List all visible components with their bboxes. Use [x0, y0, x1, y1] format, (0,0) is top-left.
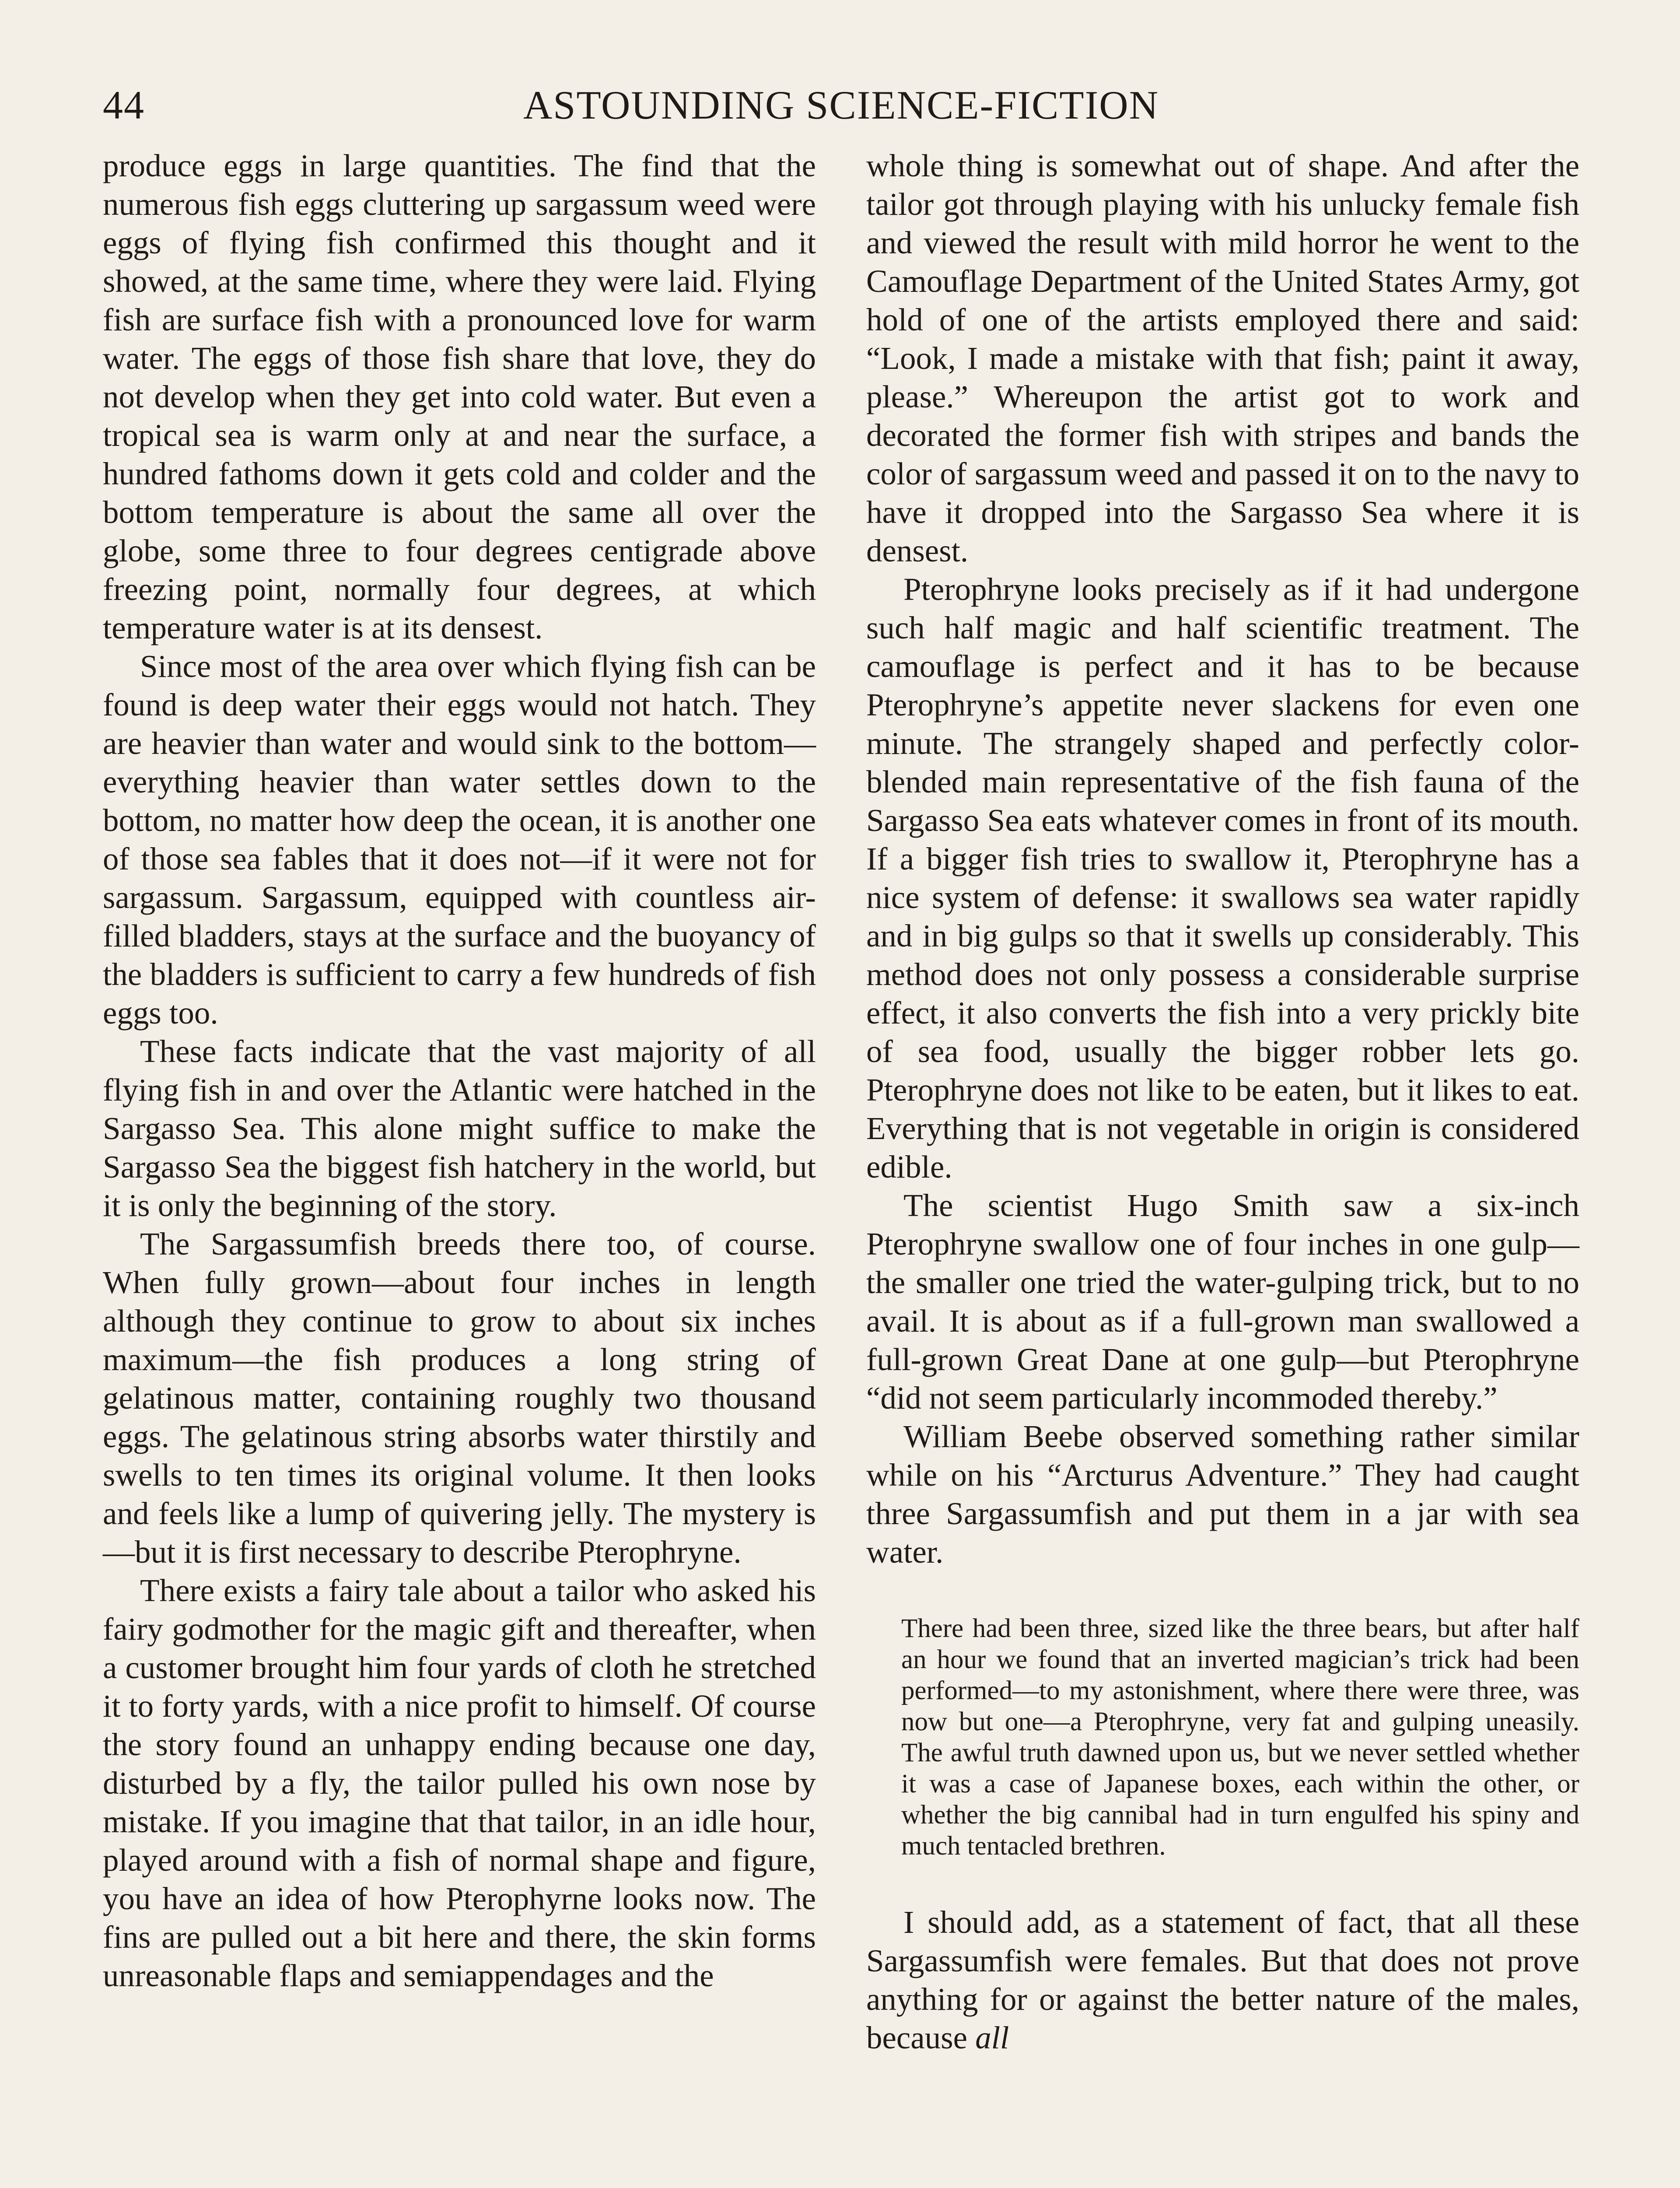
paragraph: produce eggs in large quantities. The find that the numerous fish eggs cluttering up sargassum weed were eggs of flying fish confirmed this thought and it showed, at the same time, where they were laid. Flying fish are surface fish with a pronounced love for warm water. The eggs of those fish share that love, they do not develop when they get into cold water. But even a tropical sea is warm only at and near the surface, a hundred fathoms down it gets cold and colder and the bottom temperature is about the same all over the globe, some three to four degrees centigrade above freezing point, normally four degrees, at which temperature water is at its densest.	[103, 148, 816, 645]
right-column	[866, 147, 1579, 2057]
left-column	[103, 147, 816, 1995]
paragraph: Pterophryne looks precisely as if it had undergone such half magic and half scientific treatment. The camouflage is perfect and it has to be because Pterophryne’s appetite never slackens for even one minute. The strangely shaped and perfectly color-blended main representative of the fish fauna of the Sargasso Sea eats whatever comes in front of its mouth. If a bigger fish tries to swallow it, Pterophryne has a nice system of defense: it swallows sea water rapidly and in big gulps so that it swells up considerably. This method does not only possess a considerable surprise effect, it also converts the fish into a very prickly bite of sea food, usually the bigger robber lets go. Pterophryne does not like to be eaten, but it likes to eat. Everything that is not vegetable in origin is considered edible.	[866, 572, 1579, 1185]
quote-text: There had been three, sized like the three bears, but after half an hour we found that an inverted magician’s trick had been performed—to my astonishment, where there were three, was now but one—a Pterophryne, very fat and gulping uneasily. The awful truth dawned upon us, but we never settled whether it was a case of Japanese boxes, each within the other, or whether the big cannibal had in turn engulfed his spiny and much tentacled brethren.	[901, 1614, 1579, 1861]
page-header	[103, 77, 1579, 142]
paragraph: whole thing is somewhat out of shape. And after the tailor got through playing with his unlucky female fish and viewed the result with mild horror he went to the Camouflage Department of the United States Army, got hold of one of the artists employed there and said: “Look, I made a mistake with that fish; paint it away, please.” Whereupon the artist got to work and decorated the former fish with stripes and bands the color of sargassum weed and passed it on to the navy to have it dropped into the Sargasso Sea where it is densest.	[866, 148, 1579, 568]
paragraph: Since most of the area over which flying fish can be found is deep water their eggs would not hatch. They are heavier than water and would sink to the bottom—everything heavier than water settles down to the bottom, no matter how deep the ocean, it is another one of those sea fables that it does not—if it were not for sargassum. Sargassum, equipped with countless air-filled bladders, stays at the surface and the buoyancy of the bladders is sufficient to carry a few hundreds of fish eggs too.	[103, 649, 816, 1031]
paragraph	[866, 1903, 1579, 2057]
paragraph: William Beebe observed something rather similar while on his “Arcturus Adventure.” They had caught three Sargassumfish and put them in a jar with sea water.	[866, 1419, 1579, 1570]
block-quote	[901, 1613, 1579, 1862]
paragraph: These facts indicate that the vast majority of all flying fish in and over the Atlantic were hatched in the Sargasso Sea. This alone might suffice to make the Sargasso Sea the biggest fish hatchery in the world, but it is only the beginning of the story.	[103, 1034, 816, 1223]
paragraph: The scientist Hugo Smith saw a six-inch Pterophryne swallow one of four inches in one gulp—the smaller one tried the water-gulping trick, but to no avail. It is about as if a full-grown man swallowed a full-grown Great Dane at one gulp—but Pterophryne “did not seem particularly incommoded thereby.”	[866, 1188, 1579, 1416]
paragraph: The Sargassumfish breeds there too, of course. When fully grown—about four inches in length although they continue to grow to about six inches maximum—the fish produces a long string of gelatinous matter, containing roughly two thousand eggs. The gelatinous string absorbs water thirstily and swells to ten times its original volume. It then looks and feels like a lump of quivering jelly. The mystery is—but it is first necessary to describe Pterophryne.	[103, 1226, 816, 1570]
italic-word: all	[975, 2020, 1009, 2055]
paragraph: There exists a fairy tale about a tailor who asked his fairy godmother for the magic gift and thereafter, when a customer brought him four yards of cloth he stretched it to forty yards, with a nice profit to himself. Of course the story found an unhappy ending because one day, disturbed by a fly, the tailor pulled his own nose by mistake. If you imagine that that tailor, in an idle hour, played around with a fish of normal shape and figure, you have an idea of how Pterophyrne looks now. The fins are pulled out a bit here and there, the skin forms unreasonable flaps and semiappendages and the	[103, 1573, 816, 1993]
running-head: ASTOUNDING SCIENCE-FICTION	[523, 83, 1159, 127]
paragraph-text: I should add, as a statement of fact, that all these Sargassumfish were females. But that does not prove anything for or against the better nature of the males, because	[866, 1904, 1579, 2055]
page-number: 44	[103, 83, 145, 127]
